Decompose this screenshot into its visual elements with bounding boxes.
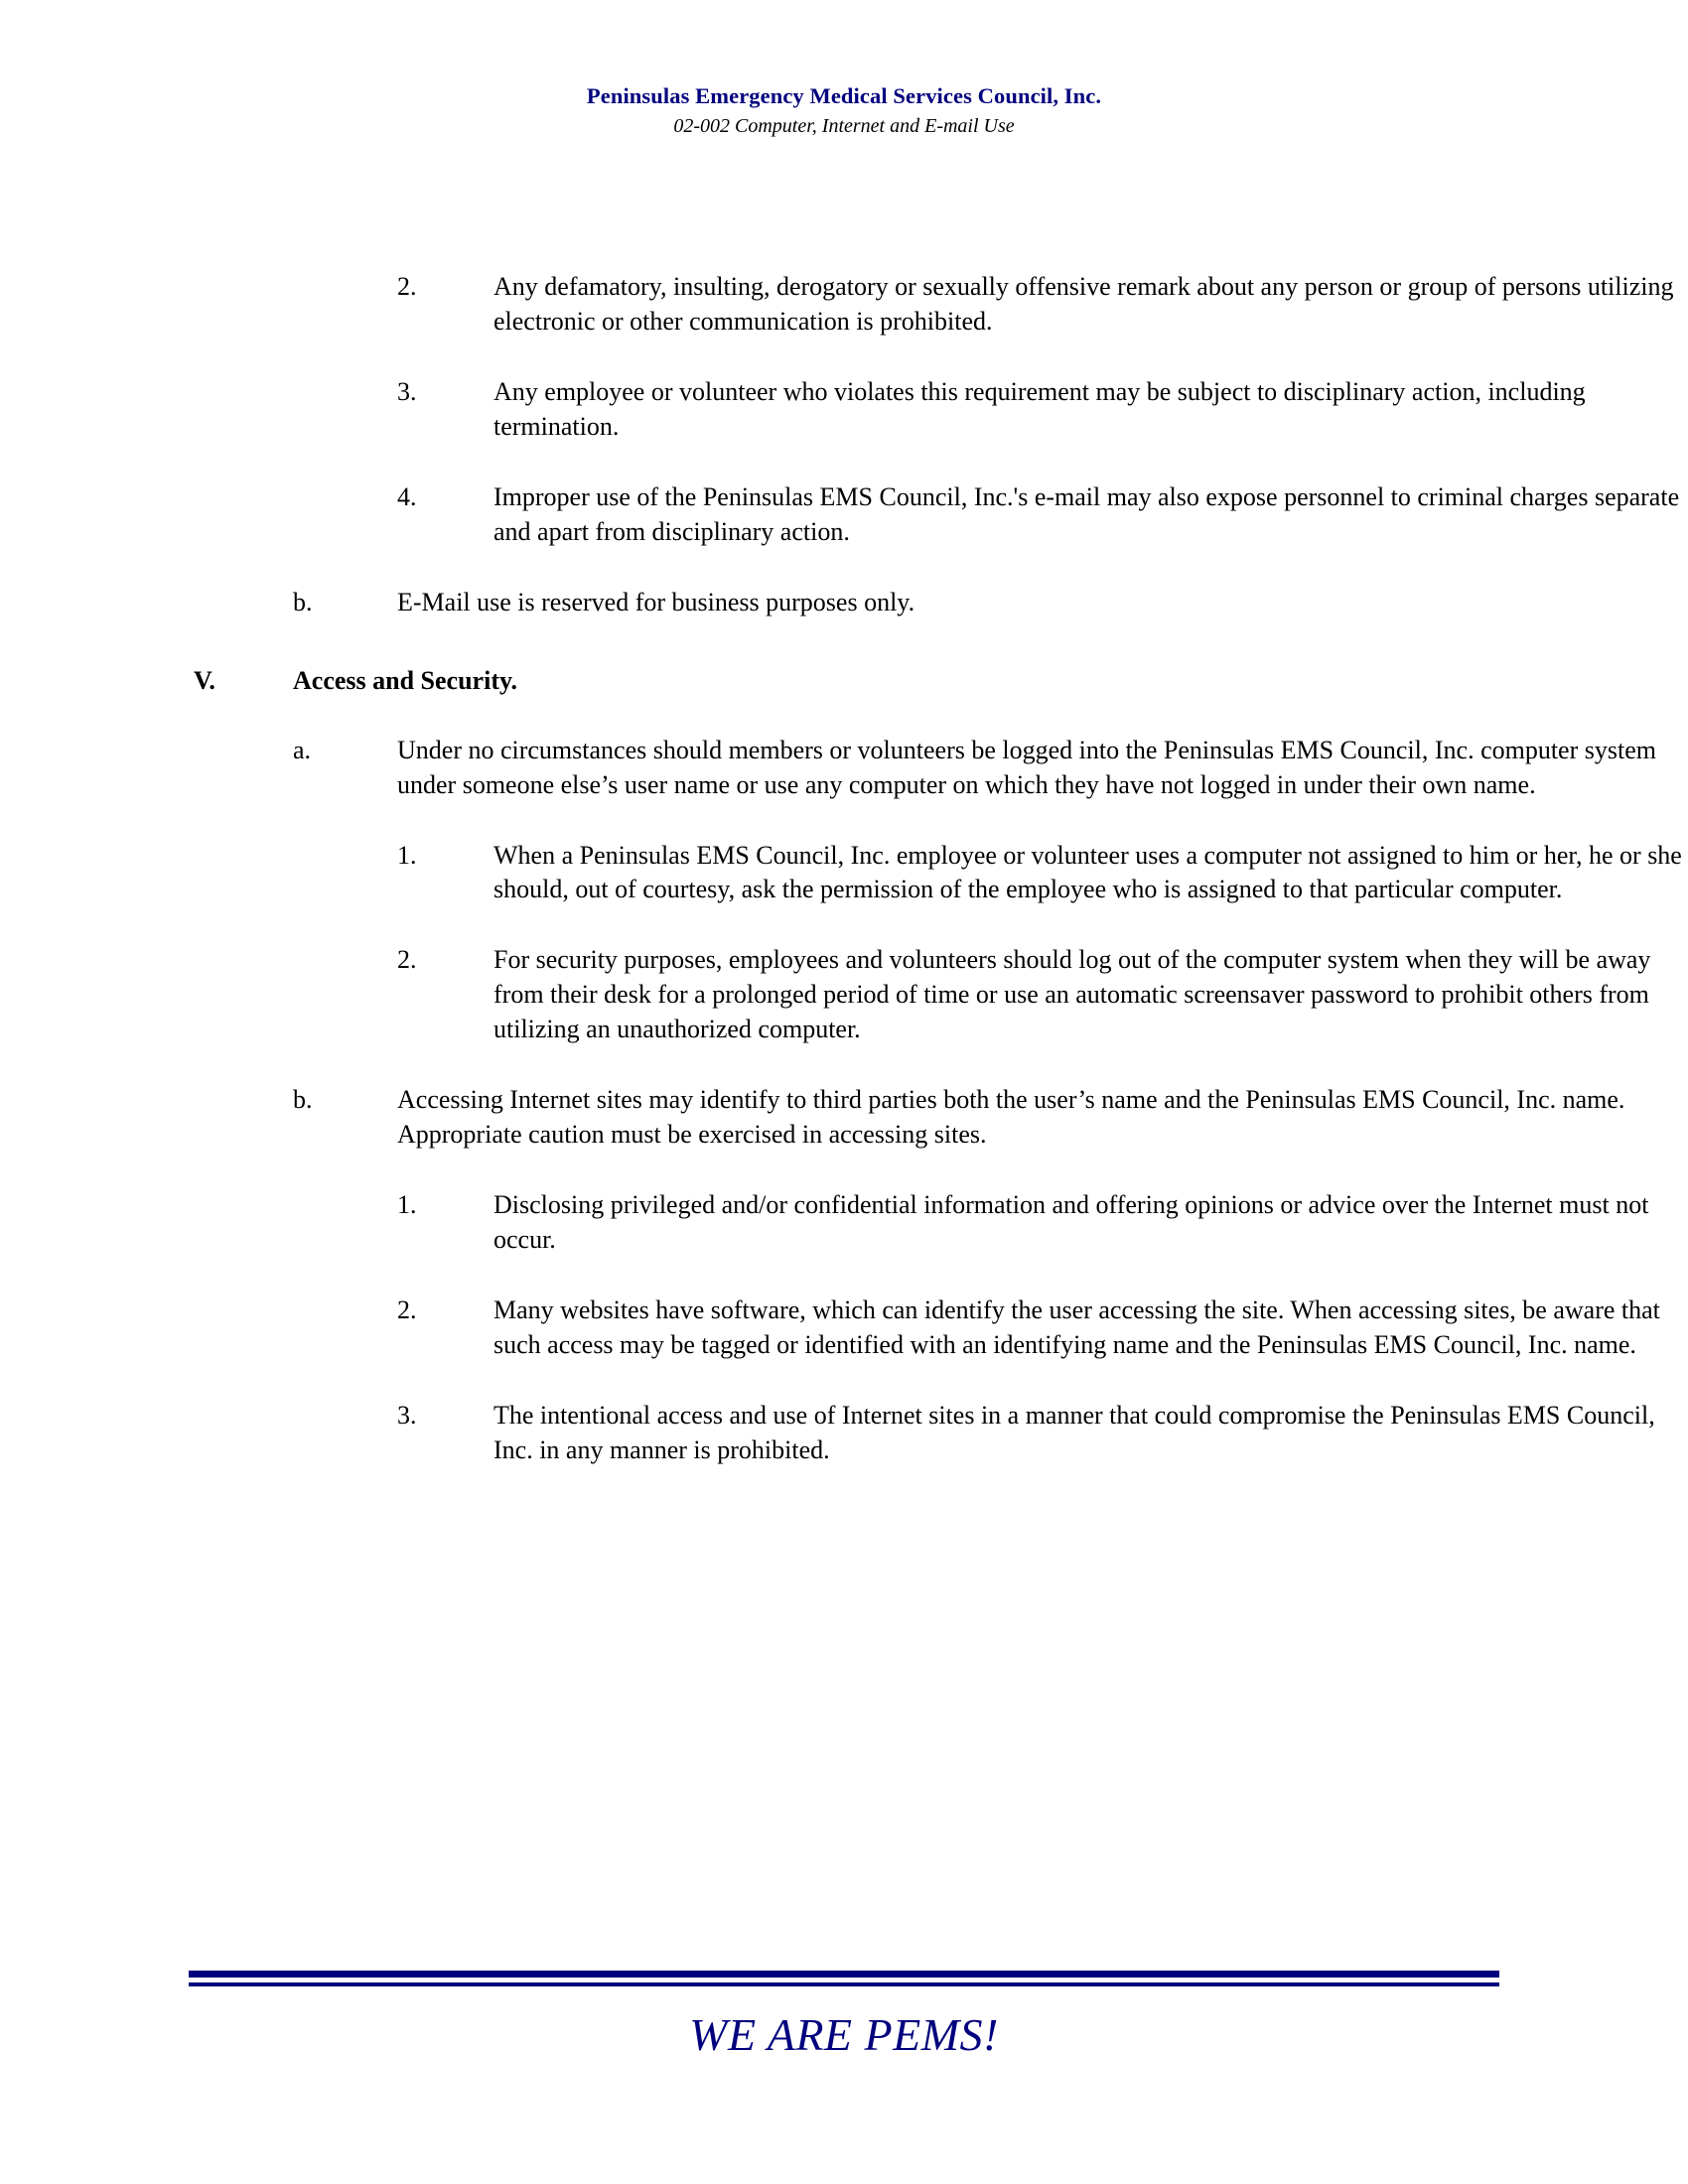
clause-marker: 3. [397,1401,417,1431]
clause-text: Disclosing privileged and/or confidential information and offering opinions or advice over the Internet must not occur. [493,1190,1649,1255]
clause-text: For security purposes, employees and volunteers should log out of the computer system when they will be away from their desk for a prolonged period of time or use an automatic screensaver password to prohibit others from utilizing an unauthorized computer. [493,945,1651,1044]
clause-number-6 [397,839,1688,908]
clause-number-1 [397,375,1688,445]
clause-text: Many websites have software, which can identify the user accessing the site. When accessing sites, be aware that such access may be tagged or identified with an identifying name and the Peninsulas EMS Council, Inc. name. [493,1296,1660,1360]
clause-text: Accessing Internet sites may identify to third parties both the user’s name and the Peninsulas EMS Council, Inc. name. Appropriate caution must be exercised in accessing sites. [397,1085,1625,1150]
clause-marker: 2. [397,1296,417,1325]
document-footer [0,1971,1688,2061]
clause-marker: b. [293,1085,313,1115]
clause-marker: 2. [397,272,417,301]
clause-text: Under no circumstances should members or volunteers be logged into the Peninsulas EMS Council, Inc. computer system under someone else’s user name or use any computer on which they have not logged in under their own name. [397,735,1656,799]
clause-text: Any defamatory, insulting, derogatory or sexually offensive remark about any person or group of persons utilizing electronic or other communication is prohibited. [493,272,1674,336]
clause-marker: 3. [397,376,417,406]
clause-number-2 [397,480,1688,550]
clause-marker: 4. [397,481,417,511]
clause-text: Any employee or volunteer who violates this requirement may be subject to disciplinary action, including termination. [493,376,1586,441]
clause-number-10 [397,1294,1688,1363]
footer-rule-thin [189,1982,1499,1986]
clause-text: Access and Security. [293,665,518,695]
clause-letter-5 [293,734,1688,803]
footer-slogan: WE ARE PEMS! [689,2009,999,2060]
clause-roman-4 [194,664,1688,698]
clause-marker: V. [194,665,215,695]
clause-text: Improper use of the Peninsulas EMS Council, Inc.'s e-mail may also expose personnel to criminal charges separate and apart from disciplinary action. [493,481,1680,546]
clause-marker: 1. [397,1190,417,1220]
clause-marker: a. [293,735,312,764]
footer-rule-thick [189,1971,1499,1978]
clause-letter-8 [293,1083,1688,1153]
organization-title: Peninsulas Emergency Medical Services Council, Inc. [586,83,1102,108]
document-body [0,270,1688,1468]
document-header [0,83,1688,138]
clause-text: E-Mail use is reserved for business purposes only. [397,587,915,616]
clause-number-11 [397,1399,1688,1468]
document-subtitle: 02-002 Computer, Internet and E-mail Use [673,114,1015,137]
clause-text: The intentional access and use of Internet sites in a manner that could compromise the Peninsulas EMS Council, Inc. in any manner is prohibited. [493,1401,1655,1465]
clause-marker: 1. [397,840,417,870]
clause-letter-3 [293,586,1688,620]
clause-number-0 [397,270,1688,340]
clause-number-9 [397,1188,1688,1258]
clause-marker: b. [293,587,313,616]
clause-text: When a Peninsulas EMS Council, Inc. employee or volunteer uses a computer not assigned to him or her, he or she should, out of courtesy, ask the permission of the employee who is assigned to that particular computer. [493,840,1682,904]
clause-marker: 2. [397,945,417,975]
footer-divider [189,1971,1499,1986]
clause-number-7 [397,943,1688,1047]
